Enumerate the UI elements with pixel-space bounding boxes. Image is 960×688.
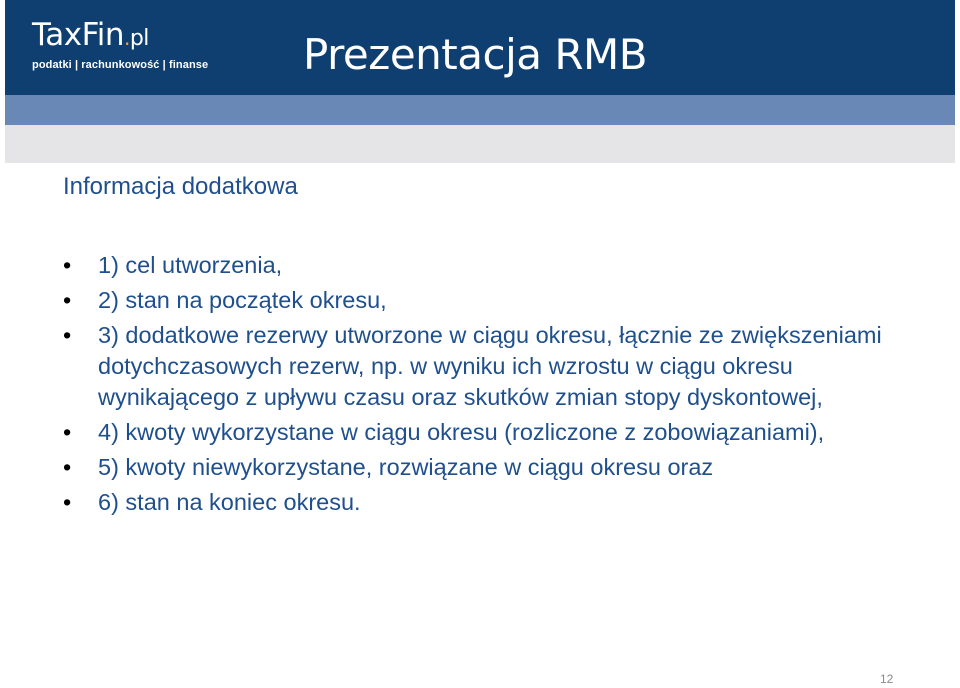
bullet-icon: • xyxy=(63,419,72,445)
list-item xyxy=(63,452,933,483)
bullet-icon: • xyxy=(63,489,72,515)
bullet-icon: • xyxy=(63,454,72,480)
list-item-text: 4) kwoty wykorzystane w ciągu okresu (rozliczone z zobowiązaniami), xyxy=(98,419,825,445)
list-item-text: 5) kwoty niewykorzystane, rozwiązane w ciągu okresu oraz xyxy=(98,454,714,480)
section-subtitle: Informacja dodatkowa xyxy=(63,173,298,200)
header-accent-band xyxy=(5,95,955,125)
list-item xyxy=(63,487,933,518)
list-item-text: 6) stan na koniec okresu. xyxy=(98,489,361,515)
list-item xyxy=(63,320,933,413)
slide-header xyxy=(5,0,955,95)
list-item-text: 1) cel utworzenia, xyxy=(98,252,283,278)
logo-main-text: TaxFin xyxy=(32,17,124,53)
taxfin-logo xyxy=(32,18,208,72)
logo-wordmark xyxy=(32,18,208,56)
list-item xyxy=(63,250,933,281)
bullet-icon: • xyxy=(63,252,72,278)
page-number: 12 xyxy=(880,672,894,686)
list-item-text: 2) stan na początek okresu, xyxy=(98,287,387,313)
list-item xyxy=(63,417,933,448)
bullet-icon: • xyxy=(63,322,72,348)
logo-tagline: podatki | rachunkowość | finanse xyxy=(32,59,209,71)
logo-tld: pl xyxy=(129,26,149,51)
list-item-text: 3) dodatkowe rezerwy utworzone w ciągu okresu, łącznie ze zwiększeniami dotychczasowych rezerw, np. w wyniku ich wzrostu w ciągu okresu wynikającego z upływu czasu oraz skutków zmian stopy dyskontowej, xyxy=(98,322,882,410)
bullet-list xyxy=(63,250,933,522)
header-grey-band xyxy=(5,125,955,163)
logo-dot: . xyxy=(123,26,130,50)
list-item xyxy=(63,285,933,316)
bullet-icon: • xyxy=(63,287,72,313)
slide-title: Prezentacja RMB xyxy=(303,30,648,79)
